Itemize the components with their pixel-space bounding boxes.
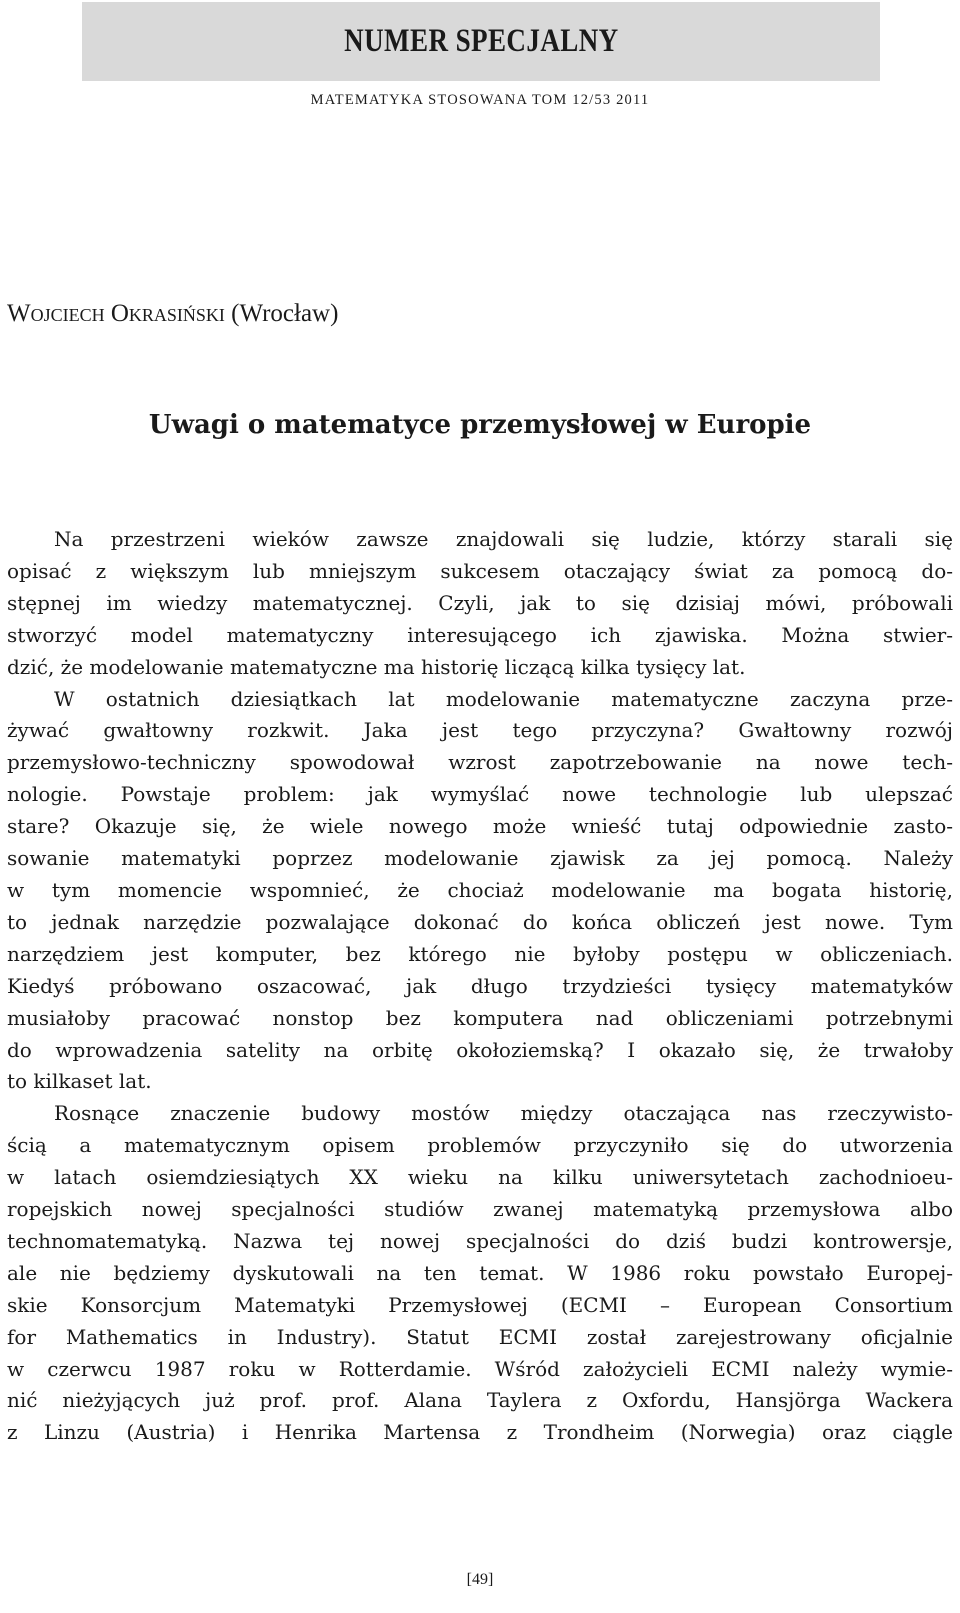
body-line: Na przestrzeni wieków zawsze znajdowali się ludzie, którzy starali się	[54, 527, 953, 551]
body-line: stępnej im wiedzy matematycznej. Czyli, jak to się dzisiaj mówi, próbowali	[7, 590, 953, 615]
body-line: w latach osiemdziesiątych XX wieku na kilku uniwersytetach zachodnioeu-	[7, 1165, 953, 1190]
body-line: z Linzu (Austria) i Henrika Martensa z Trondheim (Norwegia) oraz ciągle	[7, 1420, 953, 1445]
author-line	[7, 300, 338, 328]
body-line: technomatematyką. Nazwa tej nowej specjalności do dziś budzi kontrowersje,	[7, 1228, 953, 1253]
body-line: skie Konsorcjum Matematyki Przemysłowej (ECMI – European Consortium	[7, 1292, 953, 1317]
body-line: dzić, że modelowanie matematyczne ma historię liczącą kilka tysięcy lat.	[7, 654, 746, 679]
body-line: w czerwcu 1987 roku w Rotterdamie. Wśród założycieli ECMI należy wymie-	[7, 1356, 953, 1381]
banner-title: NUMER SPECJALNY	[343, 23, 619, 59]
body-line: nić nieżyjących już prof. prof. Alana Taylera z Oxfordu, Hansjörga Wackera	[7, 1388, 953, 1413]
journal-line: MATEMATYKA STOSOWANA TOM 12/53 2011	[310, 92, 650, 108]
body-line: w tym momencie wspomnieć, że chociaż modelowanie ma bogata historię,	[7, 877, 953, 902]
author-affiliation: (Wrocław)	[231, 300, 339, 327]
body-line: sowanie matematyki poprzez modelowanie zjawisk za jej pomocą. Należy	[7, 846, 953, 871]
body-line: do wprowadzenia satelity na orbitę okołoziemską? I okazało się, że trwałoby	[7, 1037, 953, 1062]
body-line: to kilkaset lat.	[7, 1069, 152, 1094]
body-line: Kiedyś próbowano oszacować, jak długo trzydzieści tysięcy matematyków	[7, 973, 953, 998]
body-line: stworzyć model matematyczny interesującego ich zjawiska. Można stwier-	[7, 622, 953, 647]
body-line: ropejskich nowej specjalności studiów zwanej matematyką przemysłowa albo	[7, 1197, 953, 1222]
body-line: żywać gwałtowny rozkwit. Jaka jest tego przyczyna? Gwałtowny rozwój	[7, 718, 953, 743]
special-issue-banner	[82, 2, 880, 81]
body-line: stare? Okazuje się, że wiele nowego może wnieść tutaj odpowiednie zasto-	[7, 814, 953, 839]
body-line: nologie. Powstaje problem: jak wymyślać nowe technologie lub ulepszać	[7, 782, 953, 807]
page-number: [49]	[466, 1571, 494, 1588]
body-line: musiałoby pracować nonstop bez komputera nad obliczeniami potrzebnymi	[7, 1005, 953, 1030]
author-name: Wojciech Okrasiński	[7, 300, 225, 327]
article-title: Uwagi o matematyce przemysłowej w Europie	[148, 410, 812, 440]
body-line: W ostatnich dziesiątkach lat modelowanie matematyczne zaczyna prze-	[54, 686, 953, 711]
body-line: przemysłowo-techniczny spowodował wzrost zapotrzebowanie na nowe tech-	[7, 750, 953, 775]
body-line: to jednak narzędzie pozwalające dokonać do końca obliczeń jest nowe. Tym	[7, 909, 953, 934]
body-line: opisać z większym lub mniejszym sukcesem otaczający świat za pomocą do-	[7, 558, 953, 583]
body-line: ścią a matematycznym opisem problemów przyczyniło się do utworzenia	[7, 1133, 953, 1158]
body-line: for Mathematics in Industry). Statut ECMI został zarejestrowany oficjalnie	[7, 1324, 953, 1349]
body-line: ale nie będziemy dyskutowali na ten temat. W 1986 roku powstało Europej-	[7, 1260, 953, 1285]
article-body	[7, 524, 953, 1449]
body-line: narzędziem jest komputer, bez którego nie byłoby postępu w obliczeniach.	[7, 941, 953, 966]
body-line: Rosnące znaczenie budowy mostów między otaczająca nas rzeczywisto-	[54, 1101, 953, 1126]
